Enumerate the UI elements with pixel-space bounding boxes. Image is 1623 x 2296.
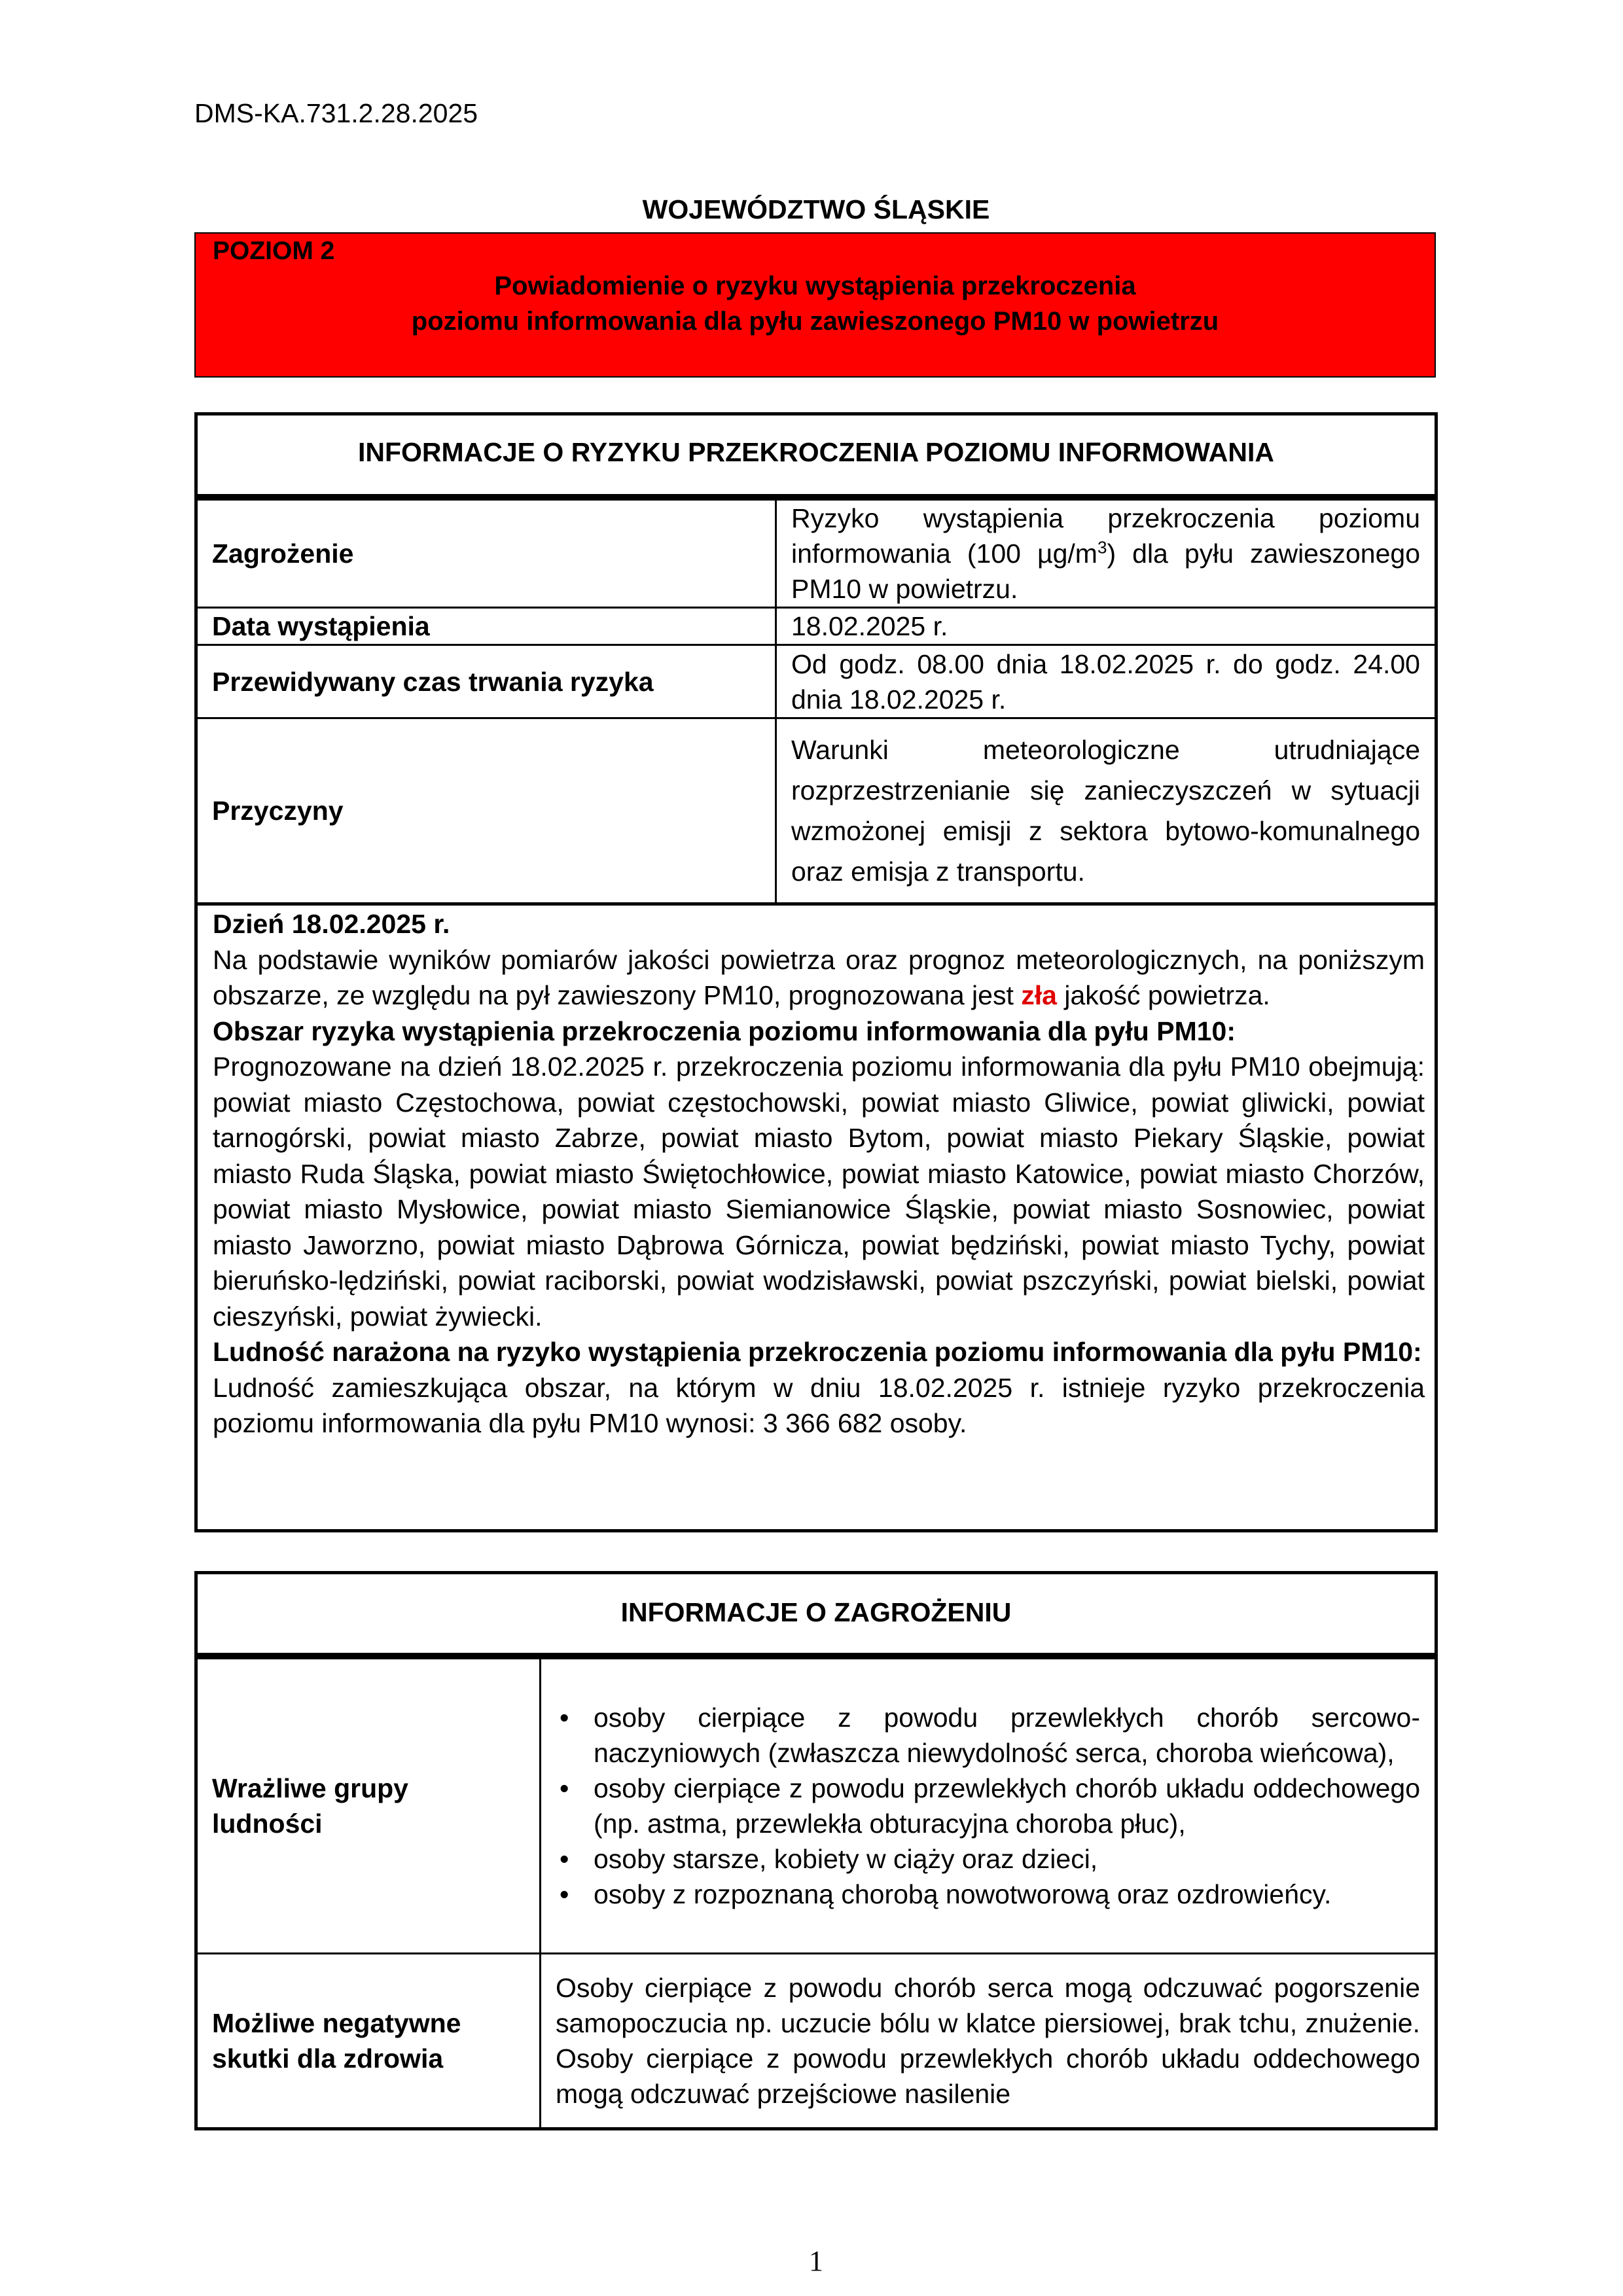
causes-value: Warunki meteorologiczne utrudniające rozprzestrzenianie się zanieczyszczeń w sytuacji wzmożonej emisji z sektora bytowo-komunalnego oraz emisja z transportu.: [776, 718, 1436, 904]
duration-label: Przewidywany czas trwania ryzyka: [196, 645, 776, 718]
area-paragraph: Prognozowane na dzień 18.02.2025 r. przekroczenia poziomu informowania dla pyłu PM10 obejmują: powiat miasto Częstochowa, powiat częstochowski, powiat miasto Gliwice, powiat gliwicki, powiat tarnogórski, powiat miasto Zabrze, powiat miasto Bytom, powiat miasto Piekary Śląskie, powiat miasto Ruda Śląska, powiat miasto Świętochłowice, powiat miasto Katowice, powiat miasto Chorzów, powiat miasto Mysłowice, powiat miasto Siemianowice Śląskie, powiat miasto Sosnowiec, powiat miasto Jaworzno, powiat miasto Dąbrowa Górnicza, powiat będziński, powiat miasto Tychy, powiat bieruńsko-lędziński, powiat raciborski, powiat wodzisławski, powiat pszczyński, powiat bielski, powiat cieszyński, powiat żywiecki.: [213, 1051, 1425, 1332]
list-item: • osoby cierpiące z powodu przewlekłych chorób sercowo-naczyniowych (zwłaszcza niewydolność serca, choroba wieńcowa),: [556, 1700, 1420, 1771]
threat-section-heading: INFORMACJE O ZAGROŻENIU: [620, 1597, 1012, 1627]
threat-info-table: [194, 1656, 1438, 2130]
health-effects-value: Osoby cierpiące z powodu chorób serca mogą odczuwać pogorszenie samopoczucia np. uczucie bólu w klatce piersiowej, brak tchu, znużenie. Osoby cierpiące z powodu przewlekłych chorób układu oddechowego mogą odczuwać przejściowe nasilenie: [541, 1954, 1436, 2129]
day-heading: Dzień 18.02.2025 r.: [213, 909, 450, 939]
table-row: [196, 499, 1436, 608]
vulnerable-groups-list: [556, 1700, 1420, 1912]
list-item: • osoby starsze, kobiety w ciąży oraz dzieci,: [556, 1841, 1420, 1877]
date-value: 18.02.2025 r.: [776, 608, 1436, 645]
list-item: • osoby cierpiące z powodu przewlekłych chorób układu oddechowego (np. astma, przewlekła obturacyjna choroba płuc),: [556, 1771, 1420, 1841]
table-row: [196, 1658, 1436, 1954]
bullet-icon: •: [560, 1703, 569, 1733]
threat-label: Zagrożenie: [196, 499, 776, 608]
table-row: [196, 718, 1436, 904]
notice-title-line-1: Powiadomienie o ryzyku wystąpienia przekroczenia: [494, 272, 1136, 300]
list-item: • osoby z rozpoznaną chorobą nowotworową oraz ozdrowieńcy.: [556, 1877, 1420, 1912]
duration-value: Od godz. 08.00 dnia 18.02.2025 r. do godz. 24.00 dnia 18.02.2025 r.: [776, 645, 1436, 718]
vulnerable-groups-list-cell: [541, 1658, 1436, 1954]
air-quality-rating: zła: [1021, 980, 1057, 1010]
bullet-icon: •: [560, 1879, 569, 1909]
risk-section-heading: INFORMACJE O RYZYKU PRZEKROCZENIA POZIOMU INFORMOWANIA: [357, 437, 1275, 467]
table-row: [196, 608, 1436, 645]
table-row: [196, 1954, 1436, 2129]
document-reference: DMS-KA.731.2.28.2025: [194, 98, 478, 128]
bullet-icon: •: [560, 1844, 569, 1874]
causes-label: Przyczyny: [196, 718, 776, 904]
date-label: Data wystąpienia: [196, 608, 776, 645]
daily-forecast-text: [213, 906, 1425, 1441]
region-title: WOJEWÓDZTWO ŚLĄSKIE: [642, 194, 990, 224]
notice-title-line-2: poziomu informowania dla pyłu zawieszonego PM10 w powietrzu: [411, 307, 1219, 336]
population-paragraph: Ludność zamieszkująca obszar, na którym w dniu 18.02.2025 r. istnieje ryzyko przekroczenia poziomu informowania dla pyłu PM10 wynosi: 3 366 682 osoby.: [213, 1372, 1425, 1438]
threat-value: Ryzyko wystąpienia przekroczenia poziomu informowania (100 $\mu g/m^3$) dla pyłu zawieszonego PM10 w powietrzu.: [776, 499, 1436, 608]
vulnerable-groups-label: Wrażliwe grupy ludności: [196, 1658, 541, 1954]
bullet-icon: •: [560, 1773, 569, 1803]
health-effects-label: Możliwe negatywne skutki dla zdrowia: [196, 1954, 541, 2129]
page-number: 1: [809, 2245, 823, 2277]
risk-info-table: [194, 497, 1438, 906]
table-row: [196, 645, 1436, 718]
area-heading: Obszar ryzyka wystąpienia przekroczenia poziomu informowania dla pyłu PM10:: [213, 1016, 1236, 1046]
population-heading: Ludność narażona na ryzyko wystąpienia przekroczenia poziomu informowania dla pyłu PM10:: [213, 1337, 1422, 1367]
alert-level-label: POZIOM 2: [213, 237, 335, 265]
forecast-paragraph: Na podstawie wyników pomiarów jakości powietrza oraz prognoz meteorologicznych, na poniższym obszarze, ze względu na pył zawieszony PM10, prognozowana jest zła jakość powietrza.: [213, 944, 1425, 1010]
alert-level-banner: [194, 232, 1436, 378]
